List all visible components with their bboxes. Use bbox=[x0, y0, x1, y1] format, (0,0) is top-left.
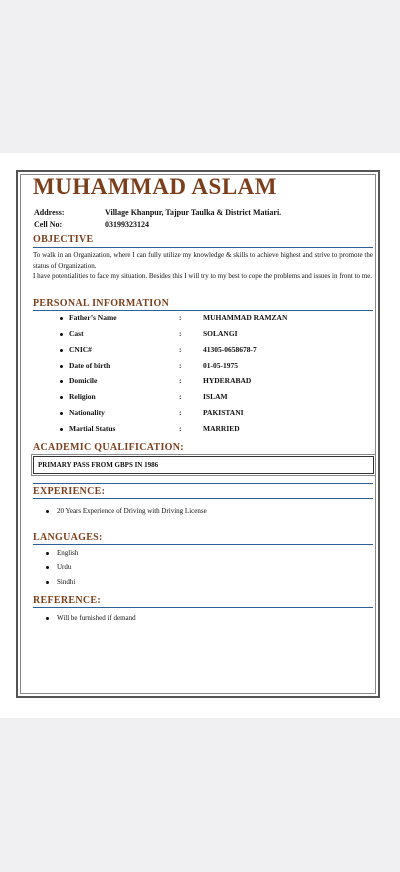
personal-row bbox=[0, 376, 400, 388]
objective-text-2: I have potentialities to face my situation. Besides this I will try to my best to cope the problems and issues in front to me. bbox=[33, 272, 373, 280]
colon-separator: : bbox=[179, 424, 182, 433]
experience-heading: EXPERIENCE: bbox=[33, 486, 106, 497]
bullet-icon bbox=[60, 428, 63, 431]
personal-value: PAKISTANI bbox=[203, 408, 244, 417]
personal-info-heading: PERSONAL INFORMATION bbox=[33, 298, 170, 309]
bullet-icon bbox=[46, 510, 49, 513]
candidate-name: MUHAMMAD ASLAM bbox=[33, 174, 277, 199]
bullet-icon bbox=[60, 349, 63, 352]
colon-separator: : bbox=[179, 329, 182, 338]
bullet-icon bbox=[60, 412, 63, 415]
personal-value: 01-05-1975 bbox=[203, 361, 238, 370]
languages-heading: LANGUAGES: bbox=[33, 532, 103, 543]
bullet-icon bbox=[60, 380, 63, 383]
personal-row bbox=[0, 345, 400, 357]
academic-divider bbox=[33, 454, 373, 455]
experience-top-divider bbox=[33, 483, 373, 484]
language-item: English bbox=[57, 549, 79, 557]
bullet-icon bbox=[60, 396, 63, 399]
personal-key: Cast bbox=[69, 329, 84, 338]
bullet-icon bbox=[46, 552, 49, 555]
personal-value: 41305-0658678-7 bbox=[203, 345, 257, 354]
qualification-box bbox=[33, 456, 374, 474]
personal-value: SOLANGI bbox=[203, 329, 238, 338]
personal-row bbox=[0, 392, 400, 404]
bullet-icon bbox=[46, 581, 49, 584]
personal-row bbox=[0, 313, 400, 325]
personal-row bbox=[0, 408, 400, 420]
reference-divider bbox=[33, 607, 373, 608]
personal-row bbox=[0, 424, 400, 436]
address-value: Village Khanpur, Tajpur Taulka & District Matiari. bbox=[105, 208, 282, 217]
colon-separator: : bbox=[179, 408, 182, 417]
colon-separator: : bbox=[179, 376, 182, 385]
experience-item: 20 Years Experience of Driving with Driving License bbox=[57, 507, 207, 515]
personal-info-divider bbox=[33, 310, 373, 311]
personal-key: Nationality bbox=[69, 408, 105, 417]
personal-value: MUHAMMAD RAMZAN bbox=[203, 313, 288, 322]
qualification-item: PRIMARY PASS FROM GBPS IN 1986 bbox=[38, 461, 159, 469]
personal-value: MARRIED bbox=[203, 424, 240, 433]
reference-heading: REFERENCE: bbox=[33, 595, 102, 606]
personal-value: HYDERABAD bbox=[203, 376, 252, 385]
bullet-icon bbox=[60, 317, 63, 320]
personal-key: Martial Status bbox=[69, 424, 116, 433]
language-item: Urdu bbox=[57, 563, 72, 571]
bullet-icon bbox=[46, 617, 49, 620]
personal-value: ISLAM bbox=[203, 392, 228, 401]
objective-heading: OBJECTIVE bbox=[33, 234, 94, 245]
bullet-icon bbox=[46, 566, 49, 569]
objective-text-1: To walk in an Organization, where I can fully utilize my knowledge & skills to achieve highest and strive to promote the status of Organization. bbox=[33, 251, 373, 270]
personal-key: Domicile bbox=[69, 376, 98, 385]
personal-key: Father’s Name bbox=[69, 313, 117, 322]
objective-divider bbox=[33, 247, 373, 248]
address-label: Address: bbox=[34, 208, 65, 217]
personal-row bbox=[0, 361, 400, 373]
colon-separator: : bbox=[179, 392, 182, 401]
colon-separator: : bbox=[179, 313, 182, 322]
personal-key: Date of birth bbox=[69, 361, 111, 370]
bullet-icon bbox=[60, 333, 63, 336]
reference-item: Will be furnished if demand bbox=[57, 614, 136, 622]
personal-row bbox=[0, 329, 400, 341]
languages-divider bbox=[33, 544, 373, 545]
personal-key: Religion bbox=[69, 392, 96, 401]
experience-divider bbox=[33, 498, 373, 499]
colon-separator: : bbox=[179, 361, 182, 370]
cell-value: 03199323124 bbox=[105, 220, 149, 229]
colon-separator: : bbox=[179, 345, 182, 354]
personal-key: CNIC# bbox=[69, 345, 92, 354]
bullet-icon bbox=[60, 365, 63, 368]
cell-label: Cell No: bbox=[34, 220, 63, 229]
academic-heading: ACADEMIC QUALIFICATION: bbox=[33, 442, 184, 453]
language-item: Sindhi bbox=[57, 578, 76, 586]
